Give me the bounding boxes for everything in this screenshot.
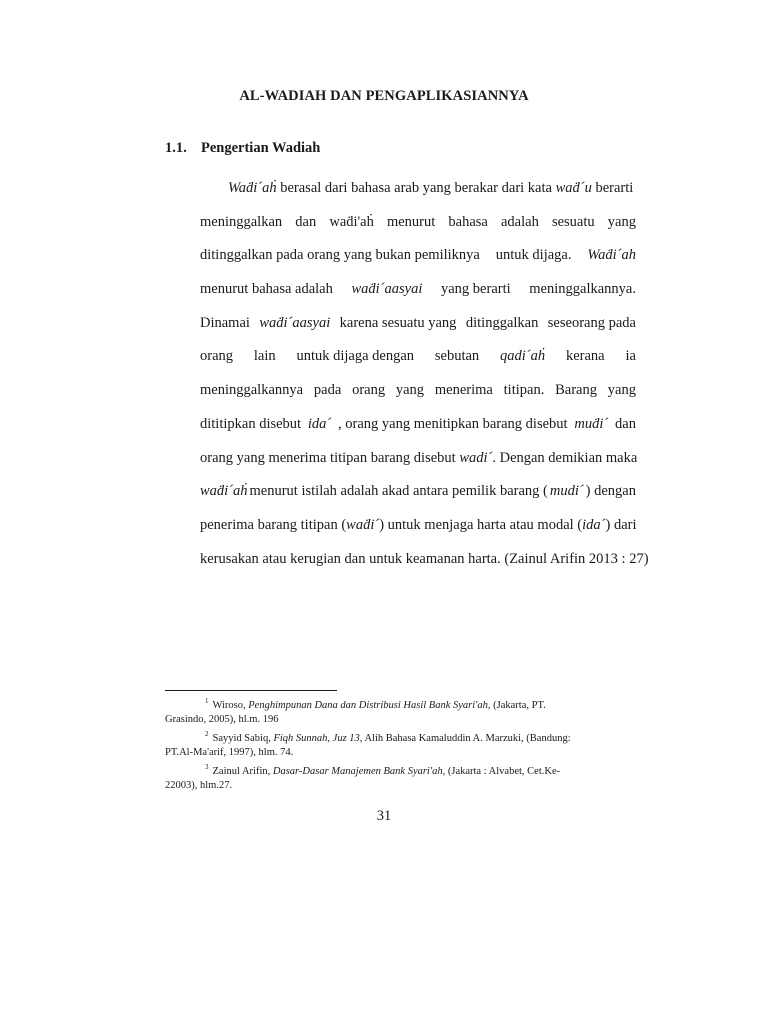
italic-term: Waḋi´aḣ	[228, 180, 277, 196]
italic-term: waḋi´aḣ	[200, 483, 248, 500]
body-text-segment: ) untuk menjaga harta atau modal (	[379, 516, 583, 533]
footnote-text: , Alih Bahasa Kamaluddin A. Marzuki, (Bandung:	[359, 733, 571, 744]
footnote-number: 1	[205, 697, 209, 705]
body-text-segment: meninggalkannya.	[529, 281, 636, 298]
body-text-segment: Dinamai	[200, 314, 250, 331]
footnote-text: Zainul Arifin,	[212, 766, 273, 777]
footnote-italic-title: Dasar-Dasar Manajemen Bank Syari'ah,	[272, 766, 446, 777]
body-line	[200, 239, 636, 273]
italic-term: waḋi´aasyai	[351, 281, 423, 298]
footnote-number: 3	[205, 763, 209, 771]
italic-term: ida´	[307, 415, 332, 432]
footnote-number: 2	[205, 730, 209, 738]
italic-term: Waḋi´ah	[587, 247, 636, 264]
body-text-segment: meninggalkannya	[200, 382, 304, 399]
body-line	[200, 442, 636, 476]
body-text-segment: menurut istilah adalah akad antara pemilik barang (	[249, 483, 548, 500]
body-text-segment: , orang yang menitipkan barang disebut	[338, 415, 568, 432]
body-line	[228, 172, 636, 206]
body-text-segment: adalah	[500, 213, 539, 230]
body-text-segment: untuk dijaga dengan	[296, 348, 415, 365]
footnote	[165, 760, 632, 793]
body-text-segment: ) dengan	[585, 483, 636, 500]
italic-term: waḋi´aasyai	[259, 314, 331, 331]
body-text-segment: pada	[313, 382, 342, 399]
body-text-segment: orang	[352, 382, 386, 399]
footnote-separator	[165, 690, 337, 691]
body-text-segment: waḋi'aḣ	[329, 213, 374, 230]
italic-term: ida´	[582, 516, 606, 533]
footnote	[165, 694, 632, 727]
body-text-segment: ia	[625, 348, 636, 365]
footnote-text: , (Jakarta, PT.	[487, 700, 546, 711]
body-text-segment: sesuatu	[551, 213, 595, 230]
body-text-segment: ditinggalkan	[465, 314, 539, 331]
body-text-segment: orang yang menerima titipan barang disebut	[200, 449, 460, 466]
document-title: AL-WADIAH DAN PENGAPLIKASIANNYA	[239, 88, 529, 104]
footnote-continuation: PT.Al-Ma'arif, 1997), hlm. 74.	[165, 747, 294, 758]
body-line	[200, 340, 636, 374]
body-text-segment: dan	[295, 213, 317, 230]
section-number: 1.1.	[165, 140, 187, 156]
italic-term: mudi´	[549, 483, 584, 500]
body-line	[200, 307, 636, 341]
body-line	[200, 543, 649, 577]
italic-term: qadi´aḣ	[500, 348, 546, 365]
body-text-segment: kerana	[565, 348, 605, 365]
italic-term: wadi´	[459, 449, 493, 466]
body-line	[200, 408, 636, 442]
footnote	[165, 727, 632, 760]
body-text-segment: menerima	[434, 382, 493, 399]
body-text-segment: Barang	[555, 382, 597, 399]
footnote-italic-title: Penghimpunan Dana dan Distribusi Hasil Bank Syari'ah	[248, 700, 488, 711]
body-line	[200, 509, 636, 543]
body-text-segment: meninggalkan	[200, 213, 283, 230]
body-text-segment: . Dengan demikian maka	[492, 449, 638, 466]
footnote-text: (Jakarta : Alvabet, Cet.Ke-	[445, 766, 561, 777]
footnotes	[165, 694, 632, 793]
body-text-segment: kerusakan atau kerugian dan untuk keamanan harta. (Zainul Arifin 2013 : 27)	[200, 550, 649, 567]
body-text-segment: karena sesuatu yang	[339, 314, 457, 331]
section-heading	[165, 140, 320, 157]
body-paragraph	[200, 172, 649, 576]
body-text-segment: berasal dari bahasa arab yang berakar dari kata	[276, 180, 556, 196]
body-text-segment: ) dari	[605, 516, 637, 533]
footnote-italic-title: Fiqh Sunnah, Juz 13	[273, 733, 360, 744]
body-text-segment: titipan.	[503, 382, 545, 399]
body-line	[200, 206, 636, 240]
section-heading-text: Pengertian Wadiah	[201, 140, 321, 156]
body-text-segment: yang	[395, 382, 425, 399]
body-text-segment: bahasa	[448, 213, 488, 230]
page-number: 31	[376, 808, 392, 824]
body-text-segment: lain	[253, 348, 276, 365]
body-text-segment: berarti	[591, 180, 634, 196]
body-text-segment: dan	[615, 415, 636, 432]
body-text-segment: ditinggalkan pada orang yang bukan pemiliknya	[200, 247, 480, 264]
body-text-segment: yang	[607, 213, 636, 230]
footnote-text: Wiroso,	[212, 700, 249, 711]
footnote-continuation: Grasindo, 2005), hl.m. 196	[165, 714, 279, 725]
body-text-segment: menurut	[386, 213, 436, 230]
body-text-segment: yang berarti	[441, 281, 511, 298]
body-text-segment: orang	[200, 348, 234, 365]
body-line	[200, 475, 636, 509]
body-text-segment: untuk dijaga.	[495, 247, 572, 264]
footnote-text: Sayyid Sabiq,	[212, 733, 274, 744]
body-text-segment: menurut bahasa adalah	[200, 281, 333, 298]
body-line	[200, 273, 636, 307]
italic-term: muḋi´	[574, 415, 609, 432]
body-text-segment: seseorang pada	[547, 314, 636, 331]
footnote-continuation: 22003), hlm.27.	[165, 780, 233, 791]
body-line	[200, 374, 636, 408]
body-text-segment: yang	[607, 382, 636, 399]
italic-term: waḋ´u	[555, 180, 592, 196]
italic-term: waḋi´	[346, 516, 380, 533]
body-text-segment: sebutan	[434, 348, 480, 365]
body-text-segment: dititipkan disebut	[200, 415, 302, 432]
body-text-segment: penerima barang titipan (	[200, 516, 347, 533]
